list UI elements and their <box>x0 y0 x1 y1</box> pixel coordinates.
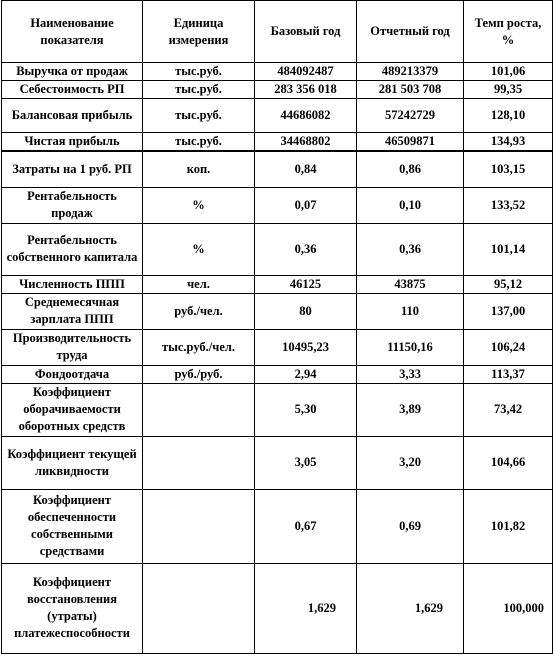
table-row <box>2 365 553 383</box>
row-growth: 101,82 <box>464 489 553 563</box>
row-base: 80 <box>255 293 357 329</box>
header-growth: Темп роста, % <box>464 1 553 63</box>
row-growth: 113,37 <box>464 365 553 383</box>
row-name: Чистая прибыль <box>2 133 143 152</box>
row-base: 0,07 <box>255 187 357 223</box>
row-growth: 104,66 <box>464 436 553 489</box>
row-base: 44686082 <box>255 99 357 133</box>
row-base: 1,629 <box>255 563 357 653</box>
row-report: 1,629 <box>357 563 464 653</box>
row-name: Затраты на 1 руб. РП <box>2 151 143 187</box>
row-unit <box>143 436 255 489</box>
table-row <box>2 436 553 489</box>
table-row <box>2 489 553 563</box>
row-unit: руб./чел. <box>143 293 255 329</box>
row-unit <box>143 383 255 436</box>
header-report-year: Отчетный год <box>357 1 464 63</box>
row-growth: 137,00 <box>464 293 553 329</box>
table-row <box>2 293 553 329</box>
table-row <box>2 563 553 653</box>
row-base: 34468802 <box>255 133 357 152</box>
row-unit: руб./руб. <box>143 365 255 383</box>
row-report: 0,69 <box>357 489 464 563</box>
row-base: 484092487 <box>255 63 357 81</box>
table-row <box>2 63 553 81</box>
indicators-table <box>1 0 553 654</box>
row-name: Выручка от продаж <box>2 63 143 81</box>
row-name: Коэффициент оборачиваемости оборотных средств <box>2 383 143 436</box>
row-name: Себестоимость РП <box>2 81 143 99</box>
row-growth: 99,35 <box>464 81 553 99</box>
table-row <box>2 275 553 293</box>
row-report: 57242729 <box>357 99 464 133</box>
row-base: 10495,23 <box>255 329 357 365</box>
row-growth: 128,10 <box>464 99 553 133</box>
row-report: 281 503 708 <box>357 81 464 99</box>
row-growth: 106,24 <box>464 329 553 365</box>
row-report: 0,10 <box>357 187 464 223</box>
row-base: 3,05 <box>255 436 357 489</box>
row-report: 46509871 <box>357 133 464 152</box>
row-name: Фондоотдача <box>2 365 143 383</box>
row-report: 43875 <box>357 275 464 293</box>
table-row <box>2 81 553 99</box>
row-report: 489213379 <box>357 63 464 81</box>
row-base: 0,67 <box>255 489 357 563</box>
row-name: Среднемесячная зарплата ППП <box>2 293 143 329</box>
header-name: Наименование показателя <box>2 1 143 63</box>
row-growth: 101,14 <box>464 223 553 275</box>
row-unit: тыс.руб. <box>143 63 255 81</box>
row-base: 46125 <box>255 275 357 293</box>
row-growth: 95,12 <box>464 275 553 293</box>
row-growth: 103,15 <box>464 151 553 187</box>
row-base: 2,94 <box>255 365 357 383</box>
row-unit: чел. <box>143 275 255 293</box>
row-report: 110 <box>357 293 464 329</box>
row-name: Производительность труда <box>2 329 143 365</box>
row-unit <box>143 563 255 653</box>
row-name: Коэффициент текущей ликвидности <box>2 436 143 489</box>
table-row <box>2 151 553 187</box>
row-growth: 100,000 <box>464 563 553 653</box>
row-base: 0,84 <box>255 151 357 187</box>
row-name: Балансовая прибыль <box>2 99 143 133</box>
header-unit: Единица измерения <box>143 1 255 63</box>
row-growth: 73,42 <box>464 383 553 436</box>
row-unit: тыс.руб./чел. <box>143 329 255 365</box>
row-unit: коп. <box>143 151 255 187</box>
row-name: Коэффициент восстановления (утраты) платежеспособности <box>2 563 143 653</box>
row-name: Рентабельность продаж <box>2 187 143 223</box>
row-name: Рентабельность собственного капитала <box>2 223 143 275</box>
row-base: 283 356 018 <box>255 81 357 99</box>
row-base: 5,30 <box>255 383 357 436</box>
table-row <box>2 99 553 133</box>
row-unit: тыс.руб. <box>143 81 255 99</box>
row-growth: 133,52 <box>464 187 553 223</box>
row-growth: 134,93 <box>464 133 553 152</box>
row-unit <box>143 489 255 563</box>
table-header-row <box>2 1 553 63</box>
row-unit: тыс.руб. <box>143 99 255 133</box>
row-report: 3,20 <box>357 436 464 489</box>
row-unit: % <box>143 223 255 275</box>
row-base: 0,36 <box>255 223 357 275</box>
row-report: 0,86 <box>357 151 464 187</box>
table-row <box>2 383 553 436</box>
row-name: Численность ППП <box>2 275 143 293</box>
table-row <box>2 329 553 365</box>
row-report: 3,33 <box>357 365 464 383</box>
row-report: 11150,16 <box>357 329 464 365</box>
row-unit: % <box>143 187 255 223</box>
header-base-year: Базовый год <box>255 1 357 63</box>
row-unit: тыс.руб. <box>143 133 255 152</box>
table-row <box>2 187 553 223</box>
row-growth: 101,06 <box>464 63 553 81</box>
row-report: 3,89 <box>357 383 464 436</box>
row-name: Коэффициент обеспеченности собственными средствами <box>2 489 143 563</box>
table-row <box>2 223 553 275</box>
table-row <box>2 133 553 152</box>
row-report: 0,36 <box>357 223 464 275</box>
